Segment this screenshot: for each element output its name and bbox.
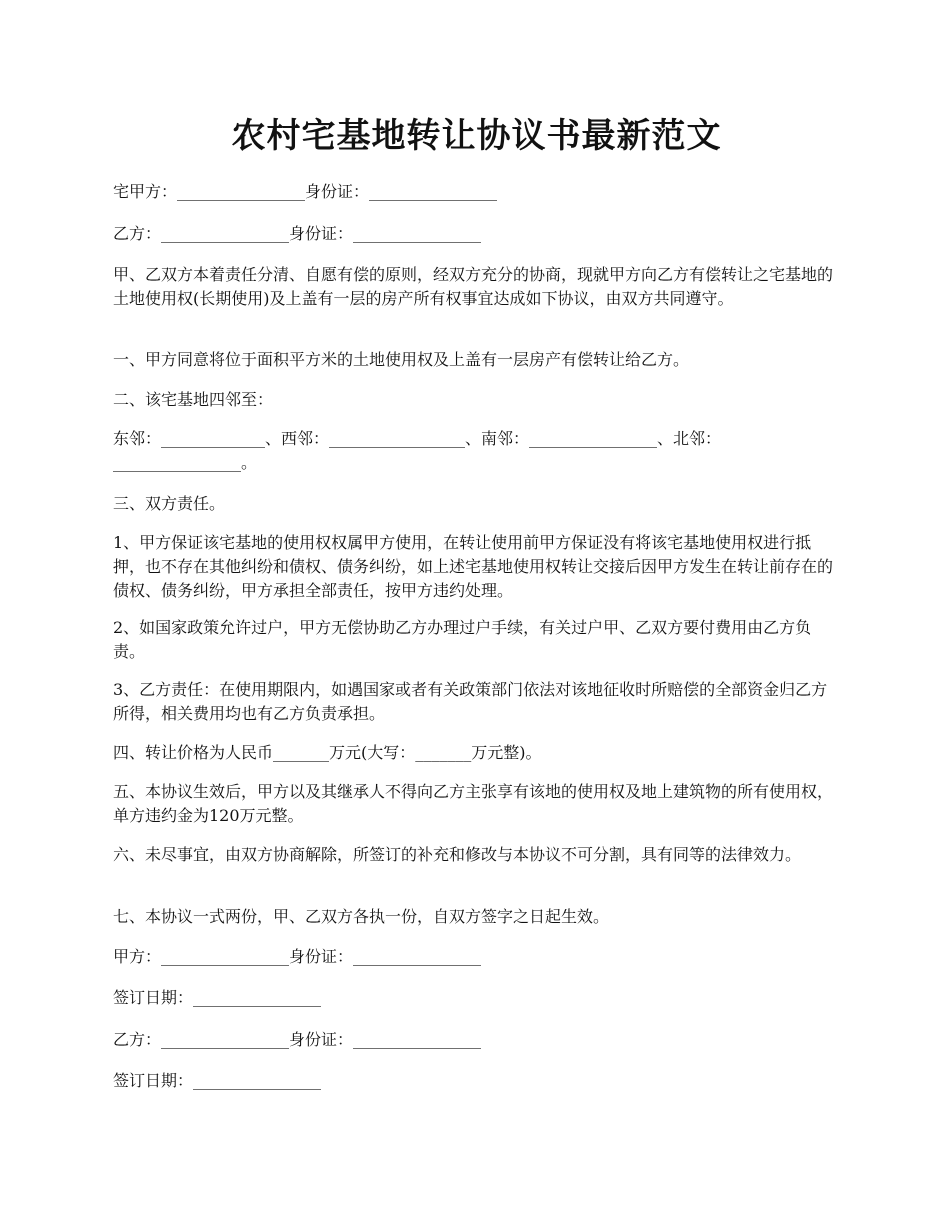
responsibility-2: 2、如国家政策允许过户，甲方无偿协助乙方办理过户手续，有关过户甲、乙双方要付费用由乙方负责。: [113, 618, 812, 661]
signing-date-a: 签订日期：________________: [113, 988, 322, 1007]
preamble-paragraph: 甲、乙双方本着责任分清、自愿有偿的原则，经双方充分的协商，现就甲方向乙方有偿转让之宅基地的土地使用权(长期使用)及上盖有一层的房产所有权事宜达成如下协议，由双方共同遵守。: [113, 265, 834, 308]
clause-2-heading: 二、该宅基地四邻至：: [113, 390, 274, 409]
signature-party-a: 甲方：________________身份证：________________: [113, 947, 482, 966]
party-a-line: 宅甲方：________________身份证：________________: [113, 182, 498, 201]
document-title: 农村宅基地转让协议书最新范文: [231, 116, 722, 156]
clause-6: 六、未尽事宜，由双方协商解除，所签订的补充和修改与本协议不可分割，具有同等的法律效力。: [113, 845, 802, 864]
document-page: [113, 0, 840, 1230]
clause-4: 四、转让价格为人民币_______万元(大写：_______万元整)。: [113, 743, 542, 762]
clause-5: 五、本协议生效后，甲方以及其继承人不得向乙方主张享有该地的使用权及地上建筑物的所有使用权，单方违约金为120万元整。: [113, 782, 834, 825]
signature-party-b: 乙方：________________身份证：________________: [113, 1030, 482, 1049]
neighbors-line: 东邻：_____________、西邻：_________________、南邻：________________、北邻：________________。: [113, 429, 722, 472]
responsibility-1: 1、甲方保证该宅基地的使用权权属甲方使用，在转让使用前甲方保证没有将该宅基地使用权进行抵押，也不存在其他纠纷和债权、债务纠纷，如上述宅基地使用权转让交接后因甲方发生在转让前存在的债权、债务纠纷，甲方承担全部责任，按甲方违约处理。: [113, 533, 834, 600]
clause-3-heading: 三、双方责任。: [113, 494, 226, 513]
signing-date-b: 签订日期：________________: [113, 1071, 322, 1090]
party-b-line: 乙方：________________身份证：________________: [113, 224, 482, 243]
clause-1: 一、甲方同意将位于面积平方米的土地使用权及上盖有一层房产有偿转让给乙方。: [113, 350, 690, 369]
responsibility-3: 3、乙方责任：在使用期限内，如遇国家或者有关政策部门依法对该地征收时所赔偿的全部资金归乙方所得，相关费用均也有乙方负责承担。: [113, 680, 828, 723]
clause-7: 七、本协议一式两份，甲、乙双方各执一份，自双方签字之日起生效。: [113, 907, 610, 926]
